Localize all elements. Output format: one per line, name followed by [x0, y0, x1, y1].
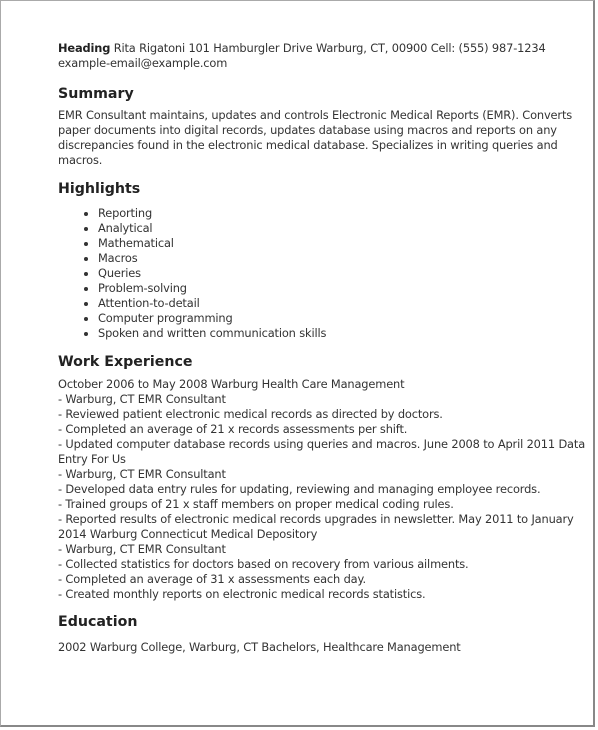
education-title: Education: [58, 614, 138, 630]
work-line: October 2006 to May 2008 Warburg Health Care Management: [58, 377, 405, 391]
highlight-item: • Computer programming: [98, 311, 590, 326]
work-line: - Collected statistics for doctors based on recovery from various ailments.: [58, 557, 469, 571]
work-line: - Warburg, CT EMR Consultant: [58, 467, 226, 481]
work-experience-body: [58, 377, 590, 602]
resume-content: [58, 41, 590, 655]
work-line: - Warburg, CT EMR Consultant: [58, 542, 226, 556]
work-line: - Created monthly reports on electronic medical records statistics.: [58, 587, 426, 601]
highlight-item: • Reporting: [98, 206, 590, 221]
highlight-item: • Spoken and written communication skills: [98, 326, 590, 341]
work-line: - Reviewed patient electronic medical records as directed by doctors.: [58, 407, 443, 421]
work-line: - Completed an average of 31 x assessments each day.: [58, 572, 366, 586]
heading-label: Heading: [58, 41, 111, 55]
summary-text: EMR Consultant maintains, updates and controls Electronic Medical Reports (EMR). Converts paper documents into digital records, updates database using macros and reports on any discrepancies found in the electronic medical database. Specializes in writing queries and macros.: [58, 108, 573, 167]
work-line: - Warburg, CT EMR Consultant: [58, 392, 226, 406]
contact-details: Rita Rigatoni 101 Hamburgler Drive Warburg, CT, 00900 Cell: (555) 987-1234 example-email@example.com: [58, 41, 546, 70]
work-line: - Updated computer database records using queries and macros. June 2008 to April 2011 Data Entry For Us: [58, 437, 586, 466]
work-line: - Developed data entry rules for updating, reviewing and managing employee records.: [58, 482, 541, 496]
highlight-item: • Macros: [98, 251, 590, 266]
highlight-item: • Problem-solving: [98, 281, 590, 296]
work-line: - Completed an average of 21 x records assessments per shift.: [58, 422, 408, 436]
work-line: - Trained groups of 21 x staff members on proper medical coding rules.: [58, 497, 454, 511]
highlight-item: • Analytical: [98, 221, 590, 236]
work-experience-title: Work Experience: [58, 354, 193, 370]
education-text: 2002 Warburg College, Warburg, CT Bachelors, Healthcare Management: [58, 640, 461, 654]
summary-title: Summary: [58, 86, 134, 102]
highlight-item: • Queries: [98, 266, 590, 281]
highlight-item: • Mathematical: [98, 236, 590, 251]
highlights-title: Highlights: [58, 181, 141, 197]
highlight-item: • Attention-to-detail: [98, 296, 590, 311]
highlights-list: [58, 206, 590, 341]
contact-heading: [58, 41, 590, 71]
work-line: - Reported results of electronic medical records upgrades in newsletter. May 2011 to January 2014 Warburg Connecticut Medical Depository: [58, 512, 574, 541]
